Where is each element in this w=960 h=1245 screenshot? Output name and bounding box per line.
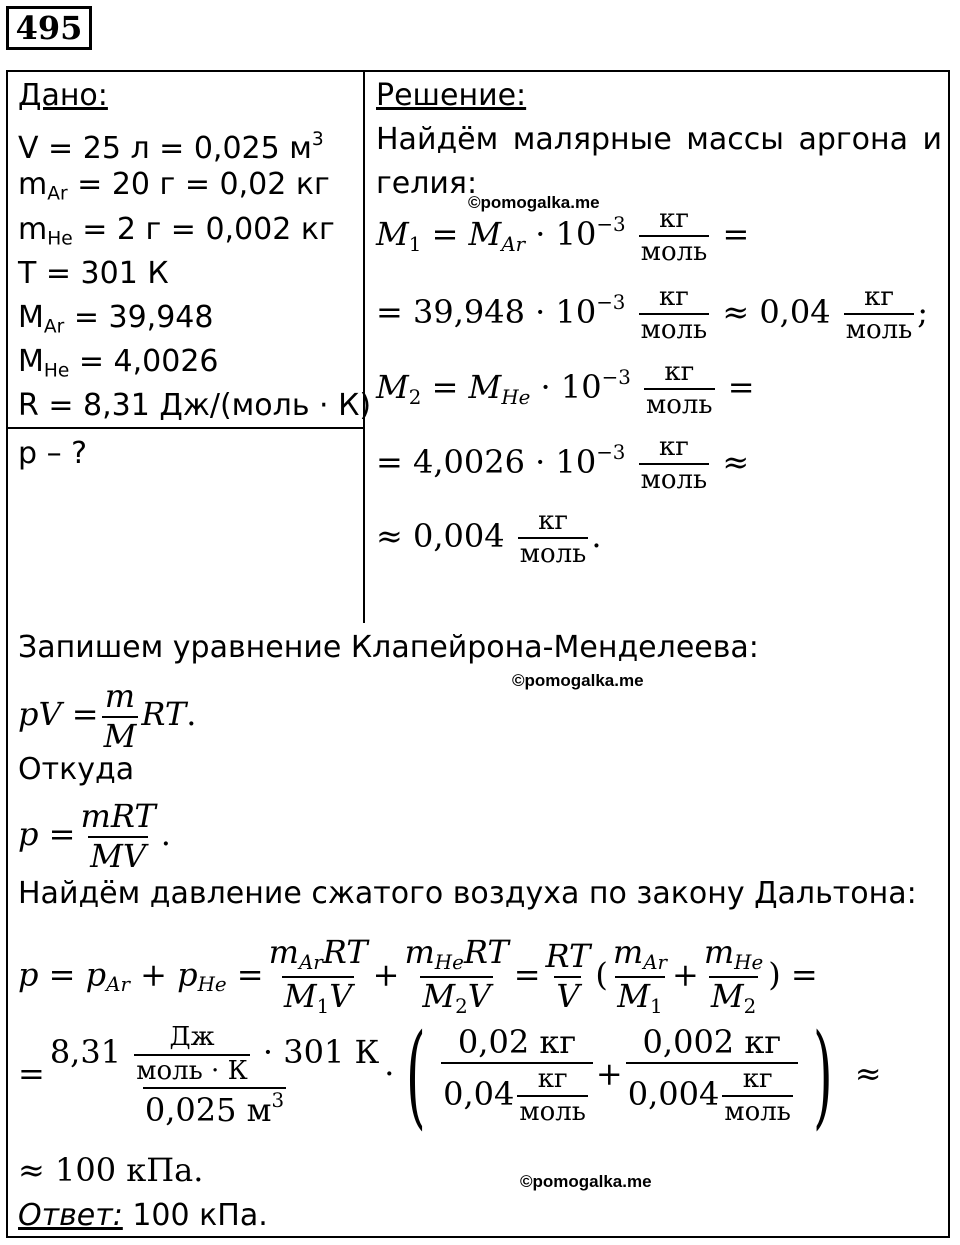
given-gas-constant: R = 8,31 Дж/(моль · К) — [18, 388, 372, 423]
equation-m2: $M_2 = M_{He} \cdot 10^{-3}$ $\frac{кг}{\text{моль}}$ = — [376, 357, 755, 421]
given-molar-he: $M_{He} = 4,0026$ — [18, 344, 219, 382]
given-molar-ar: $M_{Ar} = 39,948$ — [18, 300, 214, 338]
given-volume: V = 25 л = 0,025 $м^3$ — [18, 129, 324, 167]
equation-m1-value: = $39,948 \cdot 10^{-3}$ $\frac{кг}{\text{моль}}$ ≈ 0,04 $\frac{кг}{\text{моль}}$ ; — [376, 282, 929, 346]
problem-number: 495 — [6, 6, 92, 50]
equation-m2-result: ≈ 0,004 $\frac{кг}{\text{моль}}$ . — [376, 506, 602, 570]
watermark: ©pomogalka.me — [512, 671, 644, 690]
equation-clapeyron: pV = $\frac{m}{M}$ RT. — [18, 677, 197, 755]
given-mass-he: $m_{He} = 2$ г = 0,002 кг — [18, 212, 335, 250]
dalton-text: Найдём давление сжатого воздуха по закону Дальтона: — [18, 876, 917, 911]
solution-intro-line1: Найдём малярные массы аргона и — [376, 122, 942, 157]
equation-numeric: = 8,31 $\frac{Дж}{\text{моль · К}}$ · 301 К 0,025 $м^3$ · ( 0,02 кг 0,04 $\frac{кг}{\text{моль}}$ + 0,002 кг 0,004 $\frac{кг}{\text{моль}}$ ) ≈ — [18, 1011, 882, 1141]
watermark: ©pomogalka.me — [468, 193, 600, 212]
clapeyron-text: Запишем уравнение Клапейрона-Менделеева: — [18, 630, 759, 665]
given-divider — [6, 427, 365, 429]
equation-pressure: p = $\frac{\text{mRT}}{MV}$ . — [18, 797, 171, 875]
find-quantity: p – ? — [18, 436, 88, 471]
given-heading: Дано: — [18, 78, 108, 113]
equation-m1: $M_1 = M_{Ar} \cdot 10^{-3}$ $\frac{кг}{\text{моль}}$ = — [376, 204, 750, 268]
watermark: ©pomogalka.me — [520, 1172, 652, 1191]
equation-dalton: $p = p_{Ar} + p_{He}$ = $\frac{m_{Ar}RT}{M_1V}$ + $\frac{m_{He}RT}{M_2V}$ = $\frac{RT}{V}$ ( $\frac{m_{Ar}}{M_1}$ + $\frac{m_{He}}{M_2}$ ) = — [18, 933, 818, 1018]
given-temperature: T = 301 К — [18, 256, 169, 291]
whence-text: Откуда — [18, 752, 135, 787]
equation-m2-value: = $4,0026 \cdot 10^{-3}$ $\frac{кг}{\text{моль}}$ ≈ — [376, 432, 750, 496]
column-divider — [363, 70, 365, 623]
solution-intro-line2: гелия: — [376, 166, 478, 201]
result-line: ≈ 100 кПа. — [18, 1151, 204, 1189]
answer-line: Ответ: 100 кПа. — [18, 1198, 268, 1233]
given-mass-ar: $m_{Ar} = 20$ г = 0,02 кг — [18, 167, 330, 205]
solution-heading: Решение: — [376, 78, 527, 113]
